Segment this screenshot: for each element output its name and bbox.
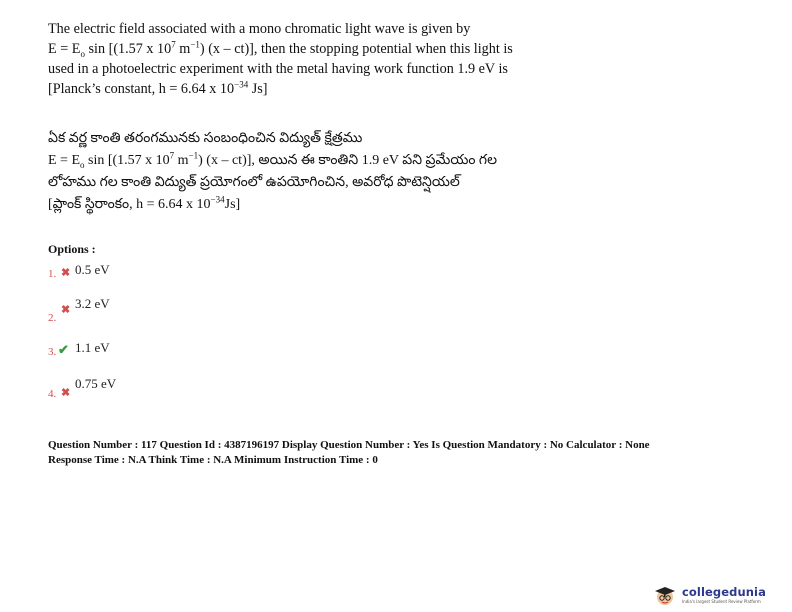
logo-wordmark: collegedunia (682, 585, 766, 599)
option-1-text[interactable]: 0.5 eV (75, 262, 110, 277)
option-3-number: 3. (48, 346, 57, 358)
question-line: లోహము గల కాంతి విద్యుత్ ప్రయోగంలో ఉపయోగించిన, అవరోధ పొటెన్షియల్ (48, 175, 460, 190)
question-text-telugu (48, 128, 588, 216)
option-2-text[interactable]: 3.2 eV (75, 296, 110, 311)
options-label: Options : (48, 242, 96, 256)
mascot-icon (652, 584, 678, 606)
metadata-line: Response Time : N.A Think Time : N.A Minimum Instruction Time : 0 (48, 454, 378, 466)
question-line: $E = E_o$ sin [(1.57 x $10^7$ $m^{-1}$) (x – ct)], then the stopping potential when this light is (48, 39, 513, 59)
question-line: [Planck’s constant, h = 6.64 x $10^{-34}$ Js] (48, 79, 268, 97)
correct-check-icon: ✔ (58, 342, 69, 357)
question-line: The electric field associated with a mono chromatic light wave is given by (48, 21, 471, 37)
wrong-mark-icon: ✖ (61, 304, 71, 316)
question-metadata (48, 438, 650, 468)
collegedunia-logo (652, 584, 788, 606)
option-2-number: 2. (48, 312, 57, 324)
question-line: [ప్లాంక్ స్థిరాంకం, h = 6.64 x $10^{-34}Js$] (48, 194, 241, 212)
option-1-number: 1. (48, 268, 57, 280)
question-line: used in a photoelectric experiment with the metal having work function 1.9 eV is (48, 61, 508, 77)
wrong-mark-icon: ✖ (61, 267, 71, 279)
question-line: $E = E_o$ sin [(1.57 x $10^7$ $m^{-1}$) (x – ct)], అయిన ఈ కాంతిని 1.9 eV పని ప్రమేయం గల (48, 150, 498, 170)
metadata-line: Question Number : 117 Question Id : 4387196197 Display Question Number : Yes Is Question Mandatory : No Calculator : None (48, 439, 650, 451)
option-3-text[interactable]: 1.1 eV (75, 340, 110, 355)
question-line: ఏక వర్ణ కాంతి తరంగమునకు సంబంధించిన విద్యుత్ క్షేత్రము (48, 131, 363, 146)
question-text-english (48, 19, 568, 99)
option-4-text[interactable]: 0.75 eV (75, 376, 117, 391)
wrong-mark-icon: ✖ (61, 387, 71, 399)
logo-tagline: India's largest Student Review Platform (682, 599, 761, 604)
option-4-number: 4. (48, 388, 57, 400)
